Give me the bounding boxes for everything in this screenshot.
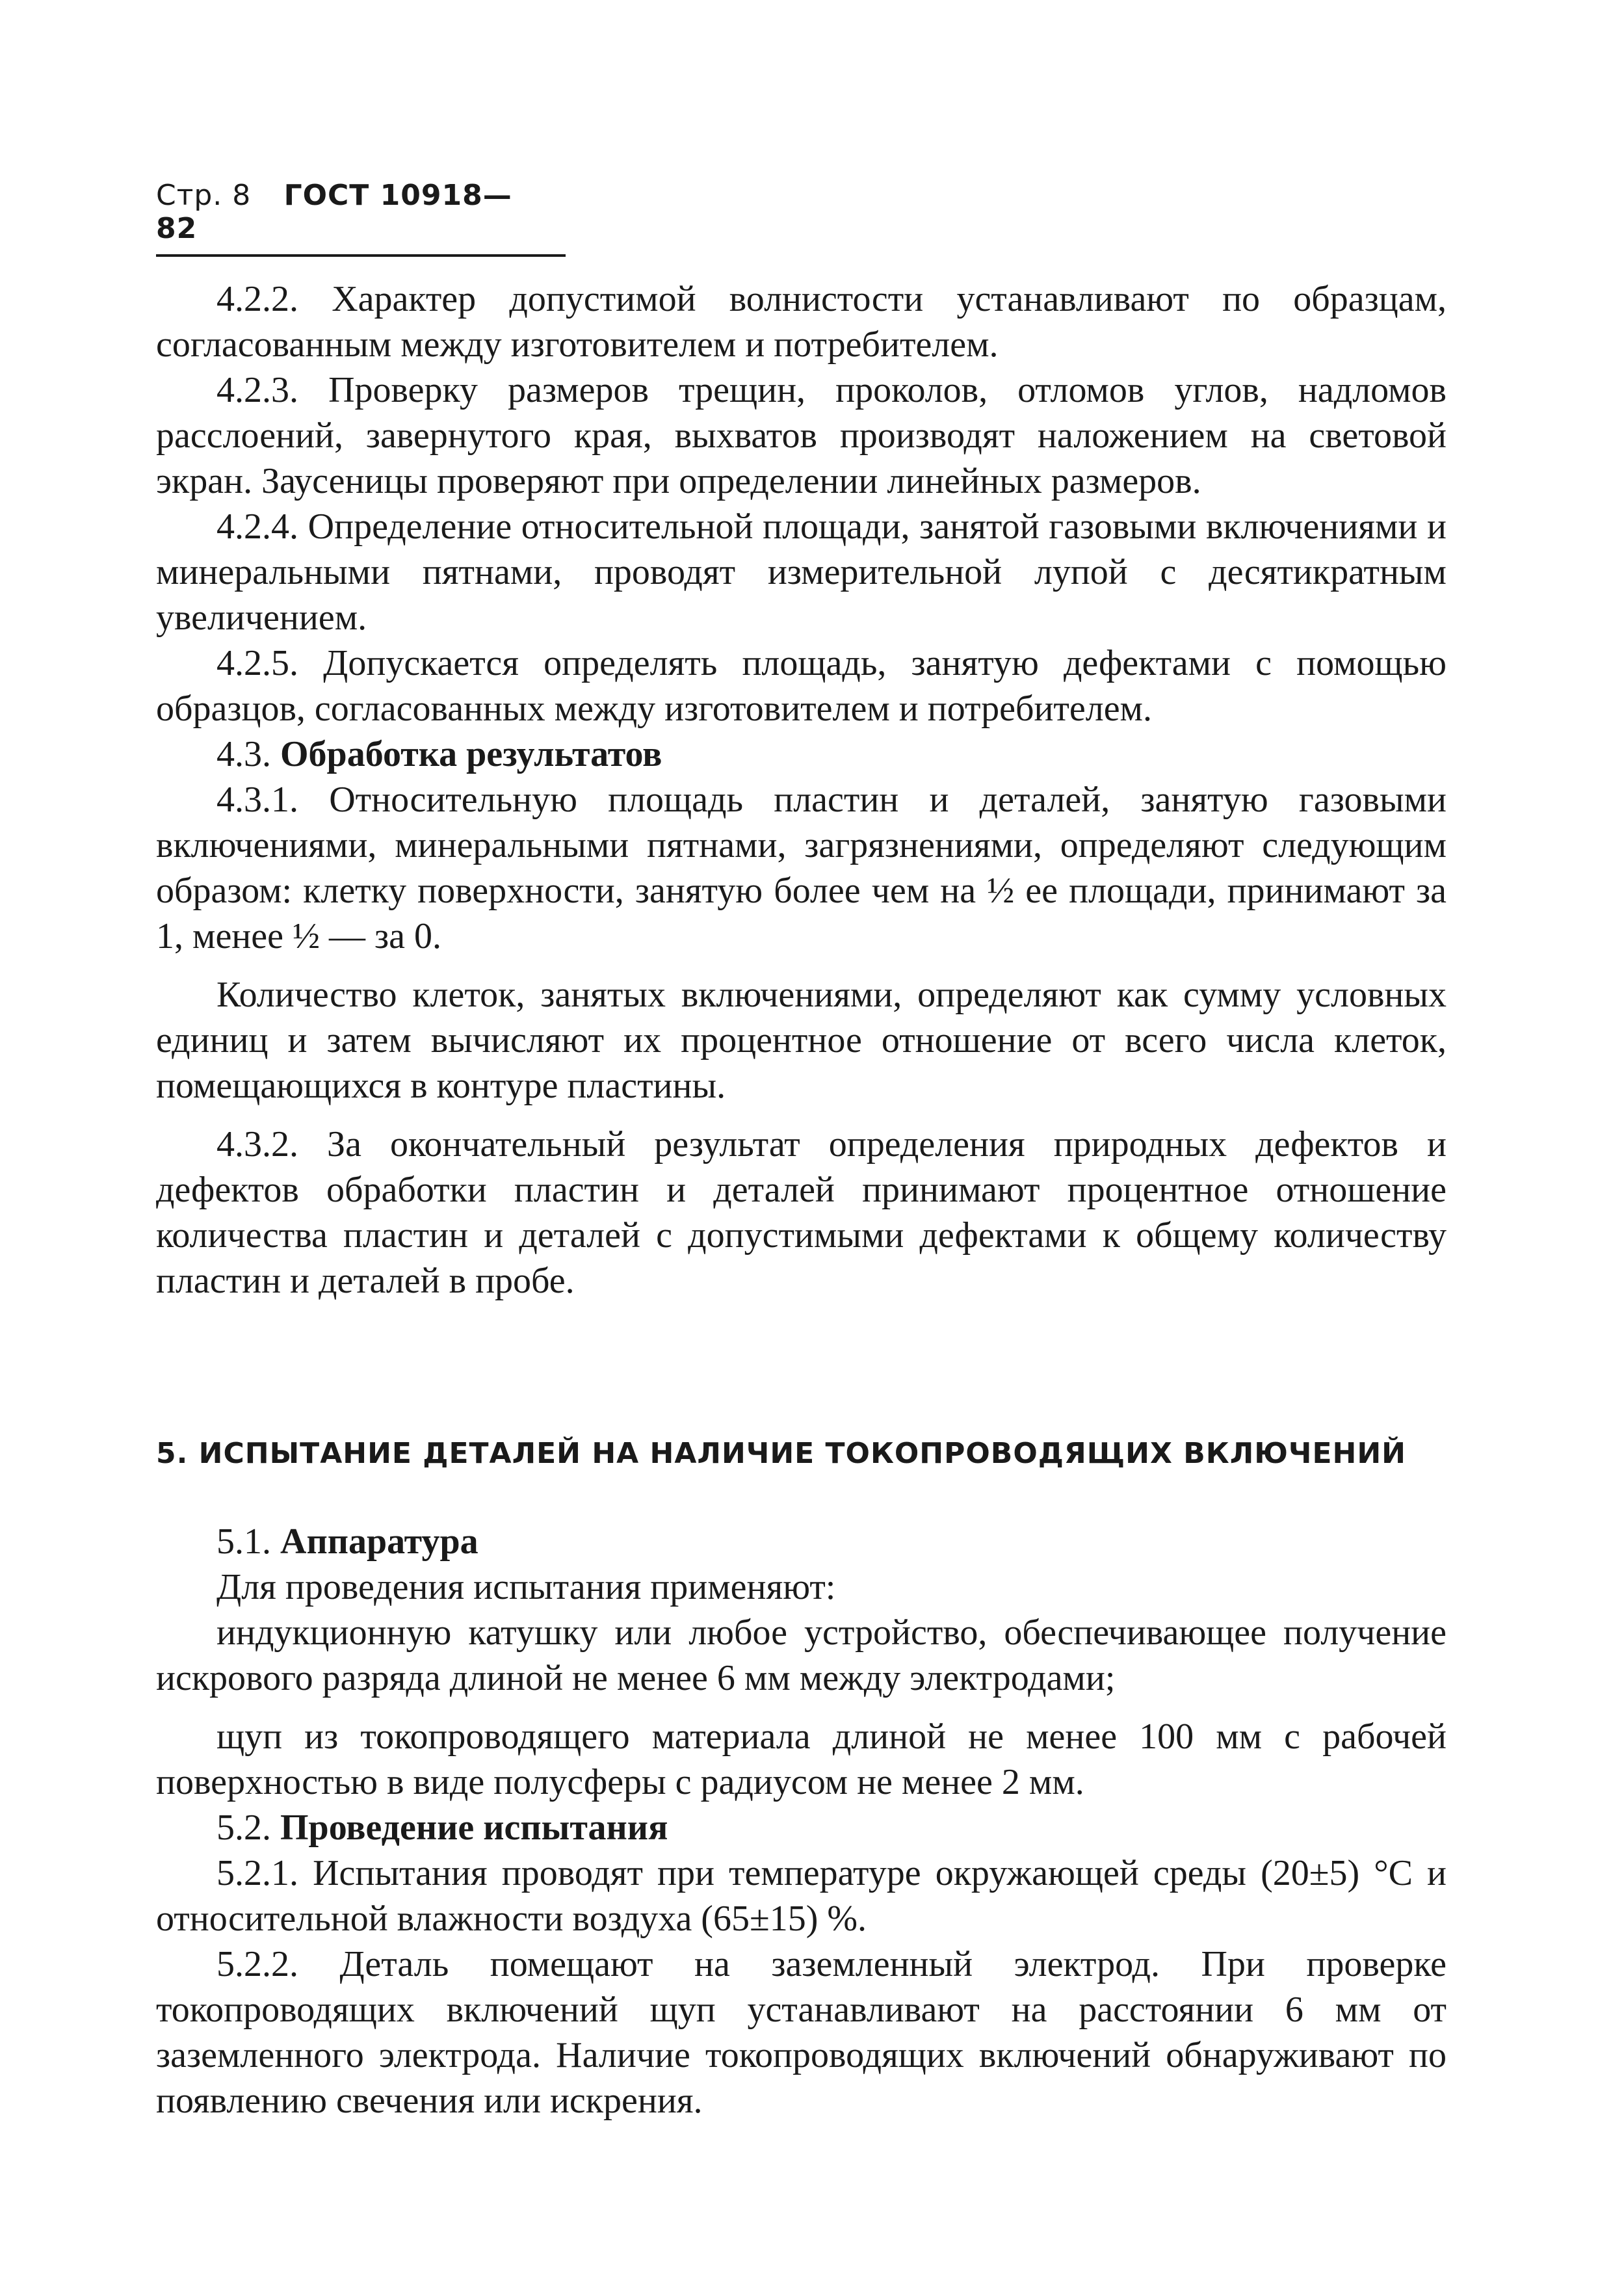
paragraph-cell-count: Количество клеток, занятых включениями, определяют как сумму условных единиц и затем вычисляют их процентное отношение от всего числа клеток, помещающихся в контуре пластины. (156, 975, 1447, 1106)
paragraph-4-3-1: 4.3.1. Относительную площадь пластин и деталей, занятую газовыми включениями, минеральными пятнами, загрязнениями, определяют следующим образом: клетку поверхности, занятую более чем на ½ ее площади, принимают за 1, менее ½ — за 0. (156, 780, 1447, 956)
page-number-label: Стр. 8 (156, 179, 252, 212)
paragraph-5-2-2: 5.2.2. Деталь помещают на заземленный электрод. При проверке токопроводящих включений щуп устанавливают на расстоянии 6 мм от заземленного электрода. Наличие токопроводящих включений обнаруживают по появлению свечения или искрения. (156, 1944, 1447, 2121)
page-header (156, 179, 566, 257)
subsection-title: Обработка результатов (280, 734, 662, 774)
document-page (156, 179, 1447, 2124)
subsection-heading-4-3 (156, 731, 1447, 777)
subsection-title: Аппаратура (280, 1521, 478, 1562)
paragraph-4-2-5: 4.2.5. Допускается определять площадь, занятую дефектами с помощью образцов, согласованных между изготовителем и потребителем. (156, 643, 1447, 729)
paragraph-4-3-2: 4.3.2. За окончательный результат определения природных дефектов и дефектов обработки пластин и деталей принимают процентное отношение количества пластин и деталей с допустимыми дефектами к общему количеству пластин и деталей в пробе. (156, 1124, 1447, 1301)
paragraph-4-2-3: 4.2.3. Проверку размеров трещин, проколов, отломов углов, надломов расслоений, завернутого края, выхватов производят наложением на световой экран. Заусеницы проверяют при определении линейных размеров. (156, 370, 1447, 501)
paragraph-apparatus-intro: Для проведения испытания применяют: (216, 1567, 836, 1607)
paragraph-induction-coil: индукционную катушку или любое устройство, обеспечивающее получение искрового разряда длиной не менее 6 мм между электродами; (156, 1612, 1447, 1698)
paragraph-probe: щуп из токопроводящего материала длиной не менее 100 мм с рабочей поверхностью в виде полусферы с радиусом не менее 2 мм. (156, 1716, 1447, 1802)
subsection-number: 5.2. (216, 1808, 271, 1848)
paragraph-4-2-2: 4.2.2. Характер допустимой волнистости устанавливают по образцам, согласованным между изготовителем и потребителем. (156, 279, 1447, 365)
paragraph-4-2-4: 4.2.4. Определение относительной площади, занятой газовыми включениями и минеральными пятнами, проводят измерительной лупой с десятикратным увеличением. (156, 506, 1447, 638)
subsection-number: 4.3. (216, 734, 271, 774)
paragraph-5-2-1: 5.2.1. Испытания проводят при температуре окружающей среды (20±5) °С и относительной влажности воздуха (65±15) %. (156, 1853, 1447, 1939)
subsection-number: 5.1. (216, 1521, 271, 1562)
subsection-title: Проведение испытания (280, 1808, 668, 1848)
section-5-heading: 5. ИСПЫТАНИЕ ДЕТАЛЕЙ НА НАЛИЧИЕ ТОКОПРОВОДЯЩИХ ВКЛЮЧЕНИЙ (156, 1437, 1406, 1470)
subsection-heading-5-2 (156, 1805, 1447, 1850)
subsection-heading-5-1 (156, 1519, 1447, 1564)
standard-designation: ГОСТ 10918—82 (156, 179, 512, 245)
